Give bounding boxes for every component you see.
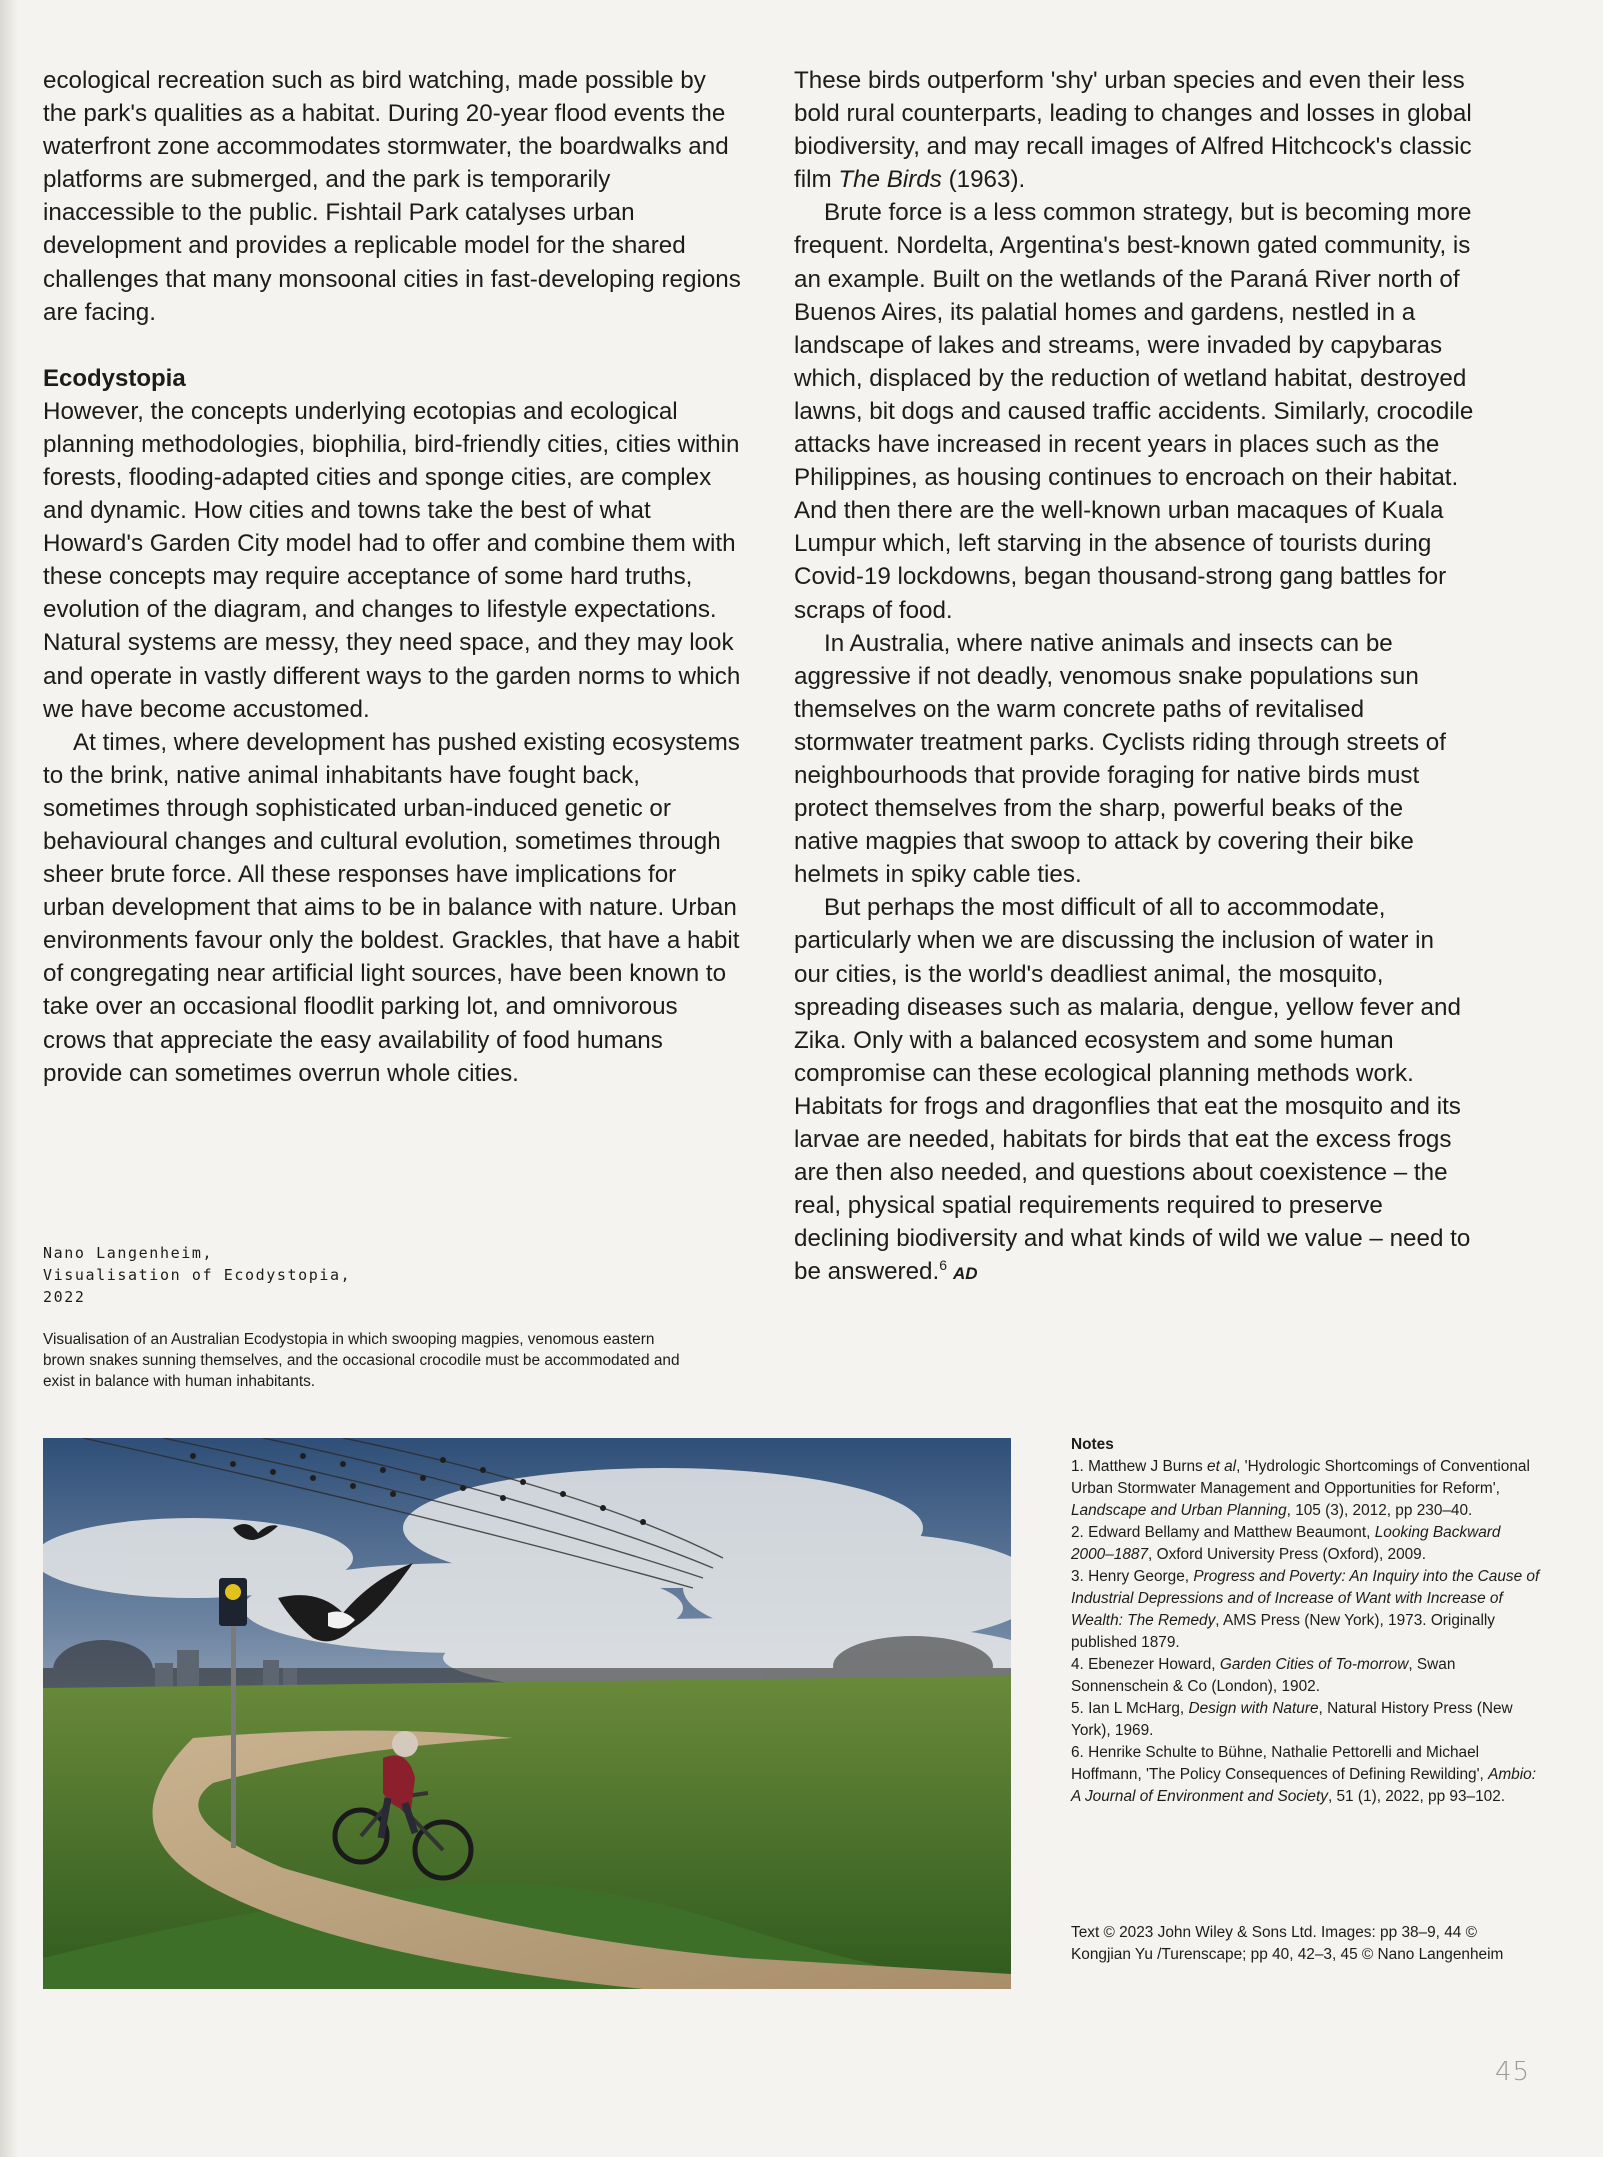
ecodystopia-photo xyxy=(43,1438,1011,1989)
right-text-column xyxy=(794,64,1474,1290)
footnote-reference: 6 xyxy=(939,1257,948,1274)
text-segment: But perhaps the most difficult of all to accommodate, particularly when we are discussing the inclusion of water in our cities, is the world's deadliest animal, the mosquito, spreading diseases such as malaria, dengue, yellow fever and Zika. Only with a balanced ecosystem and some human compromise can these ecological planning methods work. Habitats for frogs and dragonflies that eat the mosquito and its larvae are needed, habitats for birds that eat the excess frogs are then also needed, and questions about coexistence – the real, physical spatial requirements required to preserve declining biodiversity and what kinds of wild we value – need to be answered. xyxy=(794,894,1471,1286)
notes-title: Notes xyxy=(1071,1436,1114,1453)
text-segment: Ambio: A Journal of Environment and Society xyxy=(1071,1766,1536,1805)
text-segment: These birds outperform 'shy' urban species and even their less bold rural counterparts, leading to changes and losses in global biodiversity, and may recall images of Alfred Hitchcock's classic film xyxy=(794,67,1472,194)
text-segment: 3. Henry George, xyxy=(1071,1568,1194,1585)
paragraph-birds-outperform xyxy=(794,64,1474,196)
text-segment: et al xyxy=(1207,1458,1237,1475)
credit-year: 2022 xyxy=(43,1288,86,1306)
note-4 xyxy=(1071,1654,1541,1698)
notes-section xyxy=(1071,1434,1541,1808)
film-title: The Birds xyxy=(838,166,942,194)
end-of-article-mark: AD xyxy=(953,1264,978,1284)
text-segment: , 51 (1), 2022, pp 93–102. xyxy=(1327,1788,1506,1805)
paragraph-australia: In Australia, where native animals and insects can be aggressive if not deadly, venomous snake populations sun themselves on the warm concrete paths of revitalised stormwater treatment parks. Cyclists riding through streets of neighbourhoods that provide foraging for native birds must protect themselves from the sharp, powerful beaks of the native magpies that swoop to attack by covering their bike helmets in spiky cable ties. xyxy=(794,629,1446,889)
page-edge-shadow xyxy=(0,0,18,2157)
text-segment: Looking Backward 2000–1887 xyxy=(1071,1524,1501,1563)
text-segment: Garden Cities of To-morrow xyxy=(1219,1656,1409,1673)
note-5 xyxy=(1071,1698,1541,1742)
text-segment: Progress and Poverty: An Inquiry into the Cause of Industrial Depressions and of Increase of Want with Increase of Wealth: The Remedy xyxy=(1071,1568,1540,1629)
image-credit xyxy=(43,1242,351,1308)
text-segment: , Oxford University Press (Oxford), 2009. xyxy=(1148,1546,1427,1563)
paragraph-mosquito xyxy=(794,891,1474,1290)
left-text-column xyxy=(43,64,743,1090)
note-2 xyxy=(1071,1522,1541,1566)
text-segment: Design with Nature xyxy=(1188,1700,1319,1717)
copyright-notice: Text © 2023 John Wiley & Sons Ltd. Images: pp 38–9, 44 © Kongjian Yu /Turenscape; pp 40, 42–3, 45 © Nano Langenheim xyxy=(1071,1924,1504,1963)
note-6 xyxy=(1071,1742,1541,1808)
credit-title: Visualisation of Ecodystopia, xyxy=(43,1266,352,1284)
page-number: 45 xyxy=(1495,2057,1531,2087)
text-segment: , 'Hydrologic Shortcomings of Conventional Urban Stormwater Management and Opportunities for Reform', xyxy=(1071,1458,1530,1497)
text-segment: , Natural History Press (New York), 1969. xyxy=(1071,1700,1513,1739)
section-heading-ecodystopia: Ecodystopia xyxy=(43,364,186,392)
image-caption: Visualisation of an Australian Ecodystopia in which swooping magpies, venomous eastern brown snakes sunning themselves, and the occasional crocodile must be accommodated and exist in balance with human inhabitants. xyxy=(43,1331,680,1390)
text-segment: 6. Henrike Schulte to Bühne, Nathalie Pettorelli and Michael Hoffmann, 'The Policy Consequences of Defining Rewilding', xyxy=(1071,1744,1489,1783)
text-segment: (1963). xyxy=(941,166,1026,194)
text-segment: , AMS Press (New York), 1973. Originally published 1879. xyxy=(1071,1612,1495,1651)
text-segment: , 105 (3), 2012, pp 230–40. xyxy=(1286,1502,1473,1519)
note-3 xyxy=(1071,1566,1541,1654)
text-segment: 5. Ian L McHarg, xyxy=(1071,1700,1189,1717)
credit-author: Nano Langenheim, xyxy=(43,1244,214,1262)
text-segment: , Swan Sonnenschein & Co (London), 1902. xyxy=(1071,1656,1456,1695)
text-segment: 4. Ebenezer Howard, xyxy=(1071,1656,1220,1673)
note-1 xyxy=(1071,1456,1541,1522)
paragraph-animals-fight-back: At times, where development has pushed existing ecosystems to the brink, native animal inhabitants have fought back, sometimes through sophisticated urban-induced genetic or behavioural changes and cultural evolution, sometimes through sheer brute force. All these responses have implications for urban development that aims to be in balance with nature. Urban environments favour only the boldest. Grackles, that have a habit of congregating near artificial light sources, have been known to take over an occasional floodlit parking lot, and omnivorous crows that appreciate the easy availability of food humans provide can sometimes overrun whole cities. xyxy=(43,728,740,1087)
paragraph-ecodystopia-intro: However, the concepts underlying ecotopias and ecological planning methodologies, biophilia, bird-friendly cities, cities within forests, flooding-adapted cities and sponge cities, are complex and dynamic. How cities and towns take the best of what Howard's Garden City model had to offer and combine them with these concepts may require acceptance of some hard truths, evolution of the diagram, and changes to lifestyle expectations. Natural systems are messy, they need space, and they may look and operate in vastly different ways to the garden norms to which we have become accustomed. xyxy=(43,397,741,723)
text-segment: Landscape and Urban Planning xyxy=(1071,1502,1287,1519)
paragraph-fishtail-park: ecological recreation such as bird watching, made possible by the park's qualities as a habitat. During 20-year flood events the waterfront zone accommodates stormwater, the boardwalks and platforms are submerged, and the park is temporarily inaccessible to the public. Fishtail Park catalyses urban development and provides a replicable model for the shared challenges that many monsoonal cities in fast-developing regions are facing. xyxy=(43,67,741,326)
text-segment: 1. Matthew J Burns xyxy=(1071,1458,1208,1475)
paragraph-brute-force: Brute force is a less common strategy, but is becoming more frequent. Nordelta, Argentina's best-known gated community, is an example. Built on the wetlands of the Paraná River north of Buenos Aires, its palatial homes and gardens, nestled in a landscape of lakes and streams, were invaded by capybaras which, displaced by the reduction of wetland habitat, destroyed lawns, bit dogs and caused traffic accidents. Similarly, crocodile attacks have increased in recent years in places such as the Philippines, as housing continues to encroach on their habitat. And then there are the well-known urban macaques of Kuala Lumpur which, left starving in the absence of tourists during Covid-19 lockdowns, began thousand-strong gang battles for scraps of food. xyxy=(794,199,1474,624)
text-segment: 2. Edward Bellamy and Matthew Beaumont, xyxy=(1071,1524,1375,1541)
